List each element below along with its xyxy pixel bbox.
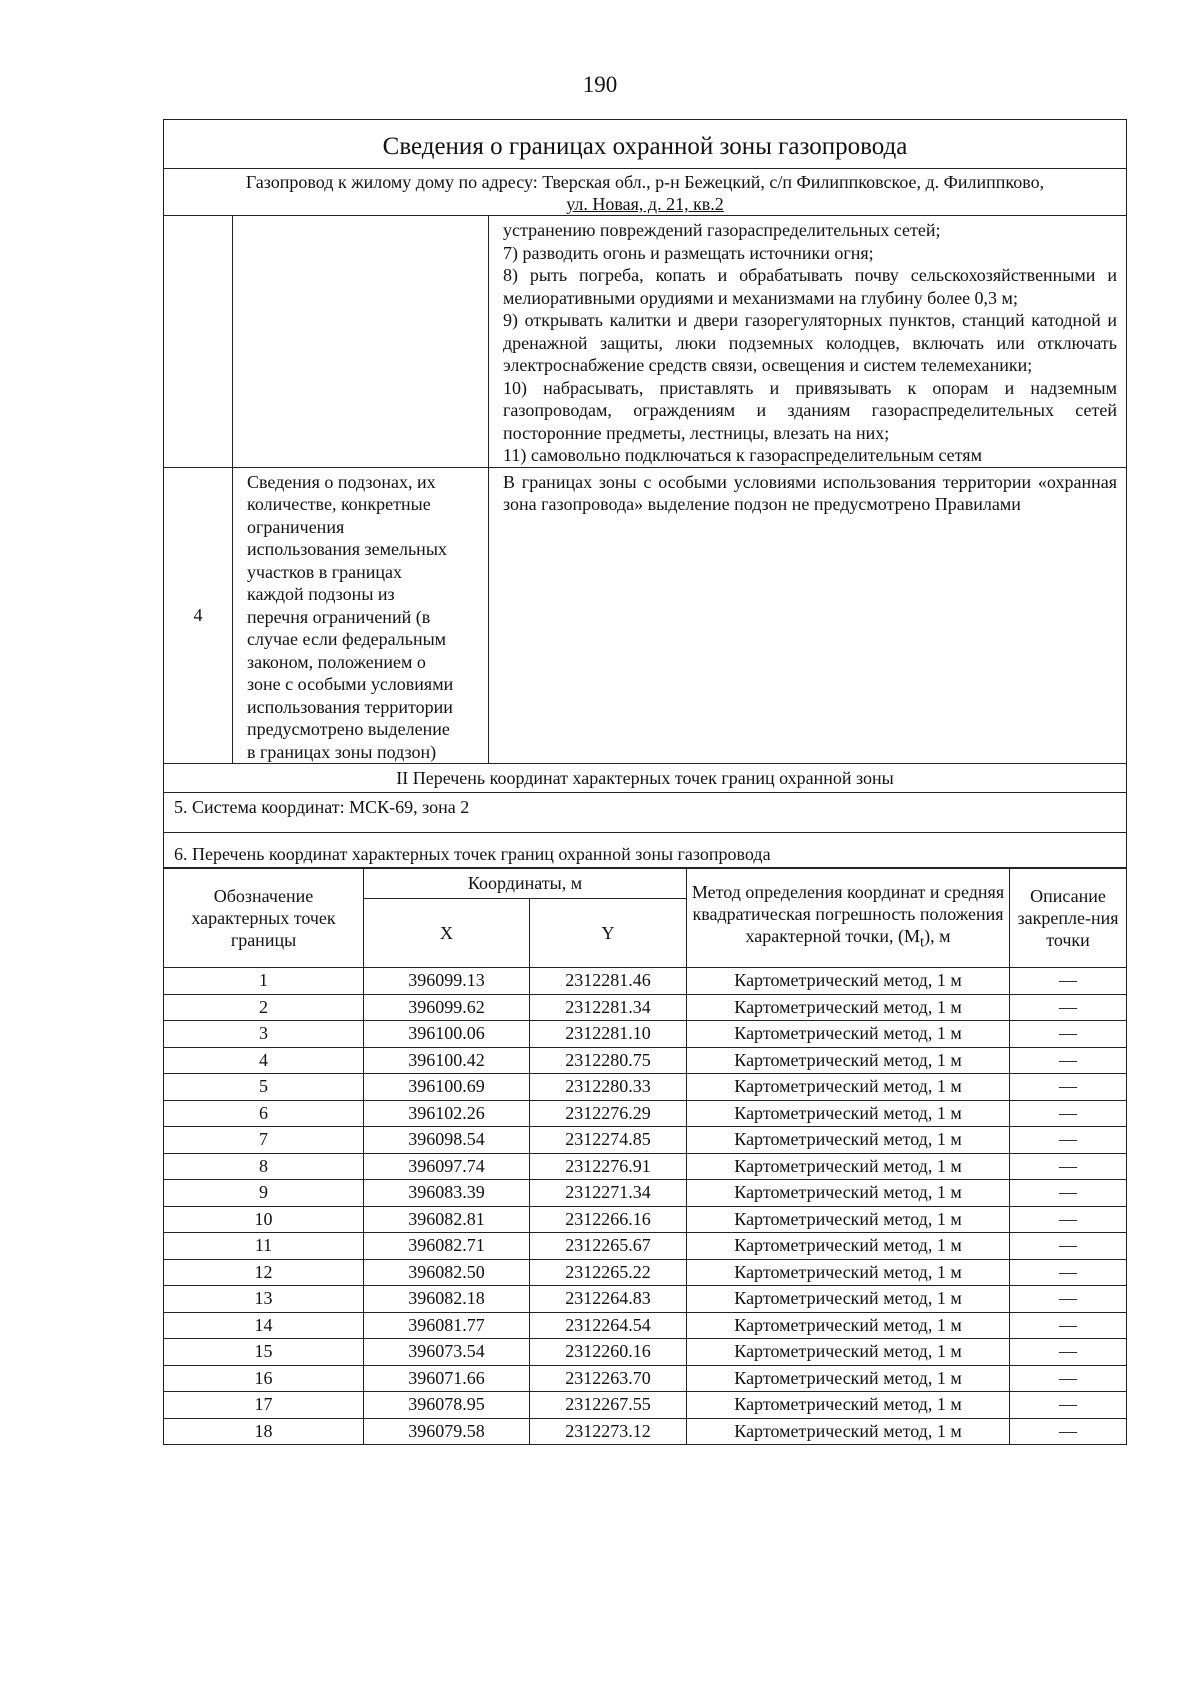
item-4-label-line: использования территории bbox=[247, 696, 453, 717]
restrictions-number-cell bbox=[164, 216, 233, 468]
point-number-cell: 7 bbox=[164, 1127, 364, 1154]
method-cell: Картометрический метод, 1 м bbox=[687, 1286, 1010, 1313]
table-row bbox=[164, 1153, 1127, 1180]
table-row bbox=[164, 1418, 1127, 1445]
method-cell: Картометрический метод, 1 м bbox=[687, 1074, 1010, 1101]
y-coordinate-cell: 2312276.29 bbox=[530, 1100, 687, 1127]
item-4-label-line: ограничения bbox=[247, 516, 345, 537]
table-row bbox=[164, 1312, 1127, 1339]
x-coordinate-cell: 396102.26 bbox=[364, 1100, 530, 1127]
object-description bbox=[164, 169, 1127, 216]
item-4-label-line: использования земельных bbox=[247, 539, 447, 559]
restriction-item: 10) набрасывать, приставлять и привязывать к опорам и надземным газопроводам, ограждениям и зданиям газораспределительных сетей посторонние предметы, лестницы, влезать на них; bbox=[503, 377, 1117, 443]
table-row bbox=[164, 1021, 1127, 1048]
y-coordinate-cell: 2312267.55 bbox=[530, 1392, 687, 1419]
description-cell: — bbox=[1010, 1127, 1127, 1154]
description-cell: — bbox=[1010, 1312, 1127, 1339]
header-method-end: ), м bbox=[924, 926, 951, 947]
method-cell: Картометрический метод, 1 м bbox=[687, 1180, 1010, 1207]
points-body bbox=[164, 968, 1127, 1445]
restriction-item: 11) самовольно подключаться к газораспределительным сетям bbox=[503, 445, 982, 465]
y-coordinate-cell: 2312263.70 bbox=[530, 1365, 687, 1392]
x-coordinate-cell: 396082.71 bbox=[364, 1233, 530, 1260]
point-number-cell: 6 bbox=[164, 1100, 364, 1127]
y-coordinate-cell: 2312280.33 bbox=[530, 1074, 687, 1101]
table-row bbox=[164, 1180, 1127, 1207]
method-cell: Картометрический метод, 1 м bbox=[687, 1418, 1010, 1445]
method-cell: Картометрический метод, 1 м bbox=[687, 1047, 1010, 1074]
restriction-item: 8) рыть погреба, копать и обрабатывать почву сельскохозяйственными и мелиоративными орудиями и механизмами на глубину более 0,3 м; bbox=[503, 265, 1117, 308]
description-cell: — bbox=[1010, 1074, 1127, 1101]
point-number-cell: 17 bbox=[164, 1392, 364, 1419]
header-method bbox=[687, 868, 1010, 968]
table-row bbox=[164, 994, 1127, 1021]
description-cell: — bbox=[1010, 968, 1127, 995]
description-cell: — bbox=[1010, 1206, 1127, 1233]
coordinates-table bbox=[163, 867, 1127, 1445]
point-number-cell: 9 bbox=[164, 1180, 364, 1207]
point-number-cell: 14 bbox=[164, 1312, 364, 1339]
item-4-label bbox=[233, 467, 489, 764]
document-title: Сведения о границах охранной зоны газопровода bbox=[164, 120, 1127, 169]
item-4-label-line: зоне с особыми условиями bbox=[247, 674, 454, 694]
header-description: Описание закрепле-ния точки bbox=[1010, 868, 1127, 968]
restrictions-label-cell bbox=[233, 216, 489, 468]
description-cell: — bbox=[1010, 1392, 1127, 1419]
x-coordinate-cell: 396071.66 bbox=[364, 1365, 530, 1392]
table-row bbox=[164, 1339, 1127, 1366]
item-4-label-line: участков в границах bbox=[247, 561, 402, 582]
y-coordinate-cell: 2312281.10 bbox=[530, 1021, 687, 1048]
x-coordinate-cell: 396073.54 bbox=[364, 1339, 530, 1366]
point-number-cell: 18 bbox=[164, 1418, 364, 1445]
method-cell: Картометрический метод, 1 м bbox=[687, 1312, 1010, 1339]
x-coordinate-cell: 396097.74 bbox=[364, 1153, 530, 1180]
description-cell: — bbox=[1010, 1180, 1127, 1207]
item-4-label-line: случае если федеральным bbox=[247, 629, 447, 649]
point-number-cell: 4 bbox=[164, 1047, 364, 1074]
table-row bbox=[164, 1259, 1127, 1286]
description-cell: — bbox=[1010, 1100, 1127, 1127]
protection-zone-sheet bbox=[163, 119, 1126, 1445]
description-cell: — bbox=[1010, 1365, 1127, 1392]
y-coordinate-cell: 2312273.12 bbox=[530, 1418, 687, 1445]
description-cell: — bbox=[1010, 1418, 1127, 1445]
header-method-sub: t bbox=[919, 934, 925, 951]
y-coordinate-cell: 2312271.34 bbox=[530, 1180, 687, 1207]
table-row bbox=[164, 1365, 1127, 1392]
y-coordinate-cell: 2312266.16 bbox=[530, 1206, 687, 1233]
method-cell: Картометрический метод, 1 м bbox=[687, 1021, 1010, 1048]
method-cell: Картометрический метод, 1 м bbox=[687, 1206, 1010, 1233]
method-cell: Картометрический метод, 1 м bbox=[687, 968, 1010, 995]
item-4-label-line: Сведения о подзонах, их bbox=[247, 471, 436, 492]
item-4-value: В границах зоны с особыми условиями использования территории «охранная зона газопровода» выделение подзон не предусмотрено Правилами bbox=[489, 467, 1127, 764]
item-4-label-line: законом, положением о bbox=[247, 651, 426, 672]
item-4-label-line: в границах зоны подзон) bbox=[247, 741, 437, 762]
x-coordinate-cell: 396078.95 bbox=[364, 1392, 530, 1419]
y-coordinate-cell: 2312276.91 bbox=[530, 1153, 687, 1180]
x-coordinate-cell: 396100.42 bbox=[364, 1047, 530, 1074]
table-row bbox=[164, 1074, 1127, 1101]
point-number-cell: 13 bbox=[164, 1286, 364, 1313]
description-cell: — bbox=[1010, 1153, 1127, 1180]
table-row bbox=[164, 1047, 1127, 1074]
method-cell: Картометрический метод, 1 м bbox=[687, 1100, 1010, 1127]
page-number: 190 bbox=[582, 72, 618, 97]
x-coordinate-cell: 396099.62 bbox=[364, 994, 530, 1021]
point-number-cell: 11 bbox=[164, 1233, 364, 1260]
x-coordinate-cell: 396099.13 bbox=[364, 968, 530, 995]
restriction-item: 7) разводить огонь и размещать источники огня; bbox=[503, 242, 874, 263]
y-coordinate-cell: 2312260.16 bbox=[530, 1339, 687, 1366]
header-coordinates: Координаты, м bbox=[364, 868, 687, 899]
coordinate-system: 5. Система координат: МСК-69, зона 2 bbox=[164, 792, 1127, 833]
method-cell: Картометрический метод, 1 м bbox=[687, 1365, 1010, 1392]
method-cell: Картометрический метод, 1 м bbox=[687, 1392, 1010, 1419]
points-list-title: 6. Перечень координат характерных точек границ охранной зоны газопровода bbox=[164, 833, 1127, 869]
y-coordinate-cell: 2312264.54 bbox=[530, 1312, 687, 1339]
table-row bbox=[164, 1392, 1127, 1419]
y-coordinate-cell: 2312264.83 bbox=[530, 1286, 687, 1313]
header-x: X bbox=[364, 899, 530, 968]
x-coordinate-cell: 396100.69 bbox=[364, 1074, 530, 1101]
x-coordinate-cell: 396082.81 bbox=[364, 1206, 530, 1233]
header-method-text: Метод определения координат и средняя квадратическая погрешность положения характерной точки, (M bbox=[691, 882, 1005, 947]
method-cell: Картометрический метод, 1 м bbox=[687, 1153, 1010, 1180]
table-row bbox=[164, 1233, 1127, 1260]
item-4-label-line: каждой подзоны из bbox=[247, 584, 395, 604]
item-4-label-line: перечня ограничений (в bbox=[247, 606, 431, 627]
point-number-cell: 8 bbox=[164, 1153, 364, 1180]
point-number-cell: 3 bbox=[164, 1021, 364, 1048]
x-coordinate-cell: 396082.18 bbox=[364, 1286, 530, 1313]
description-cell: — bbox=[1010, 1047, 1127, 1074]
description-cell: — bbox=[1010, 994, 1127, 1021]
y-coordinate-cell: 2312280.75 bbox=[530, 1047, 687, 1074]
y-coordinate-cell: 2312281.34 bbox=[530, 994, 687, 1021]
zone-info-table bbox=[163, 119, 1127, 869]
point-number-cell: 15 bbox=[164, 1339, 364, 1366]
method-cell: Картометрический метод, 1 м bbox=[687, 1339, 1010, 1366]
method-cell: Картометрический метод, 1 м bbox=[687, 994, 1010, 1021]
point-number-cell: 10 bbox=[164, 1206, 364, 1233]
method-cell: Картометрический метод, 1 м bbox=[687, 1233, 1010, 1260]
table-row bbox=[164, 1100, 1127, 1127]
item-4-label-line: количестве, конкретные bbox=[247, 494, 431, 514]
description-cell: — bbox=[1010, 1021, 1127, 1048]
x-coordinate-cell: 396100.06 bbox=[364, 1021, 530, 1048]
method-cell: Картометрический метод, 1 м bbox=[687, 1127, 1010, 1154]
item-4-label-line: предусмотрено выделение bbox=[247, 719, 450, 739]
table-row bbox=[164, 1127, 1127, 1154]
restriction-item: 9) открывать калитки и двери газорегуляторных пунктов, станций катодной и дренажной защиты, люки подземных колодцев, включать или отключать электроснабжение средств связи, освещения и систем телемеханики; bbox=[503, 310, 1117, 375]
description-cell: — bbox=[1010, 1233, 1127, 1260]
table-row bbox=[164, 1206, 1127, 1233]
point-number-cell: 5 bbox=[164, 1074, 364, 1101]
description-cell: — bbox=[1010, 1286, 1127, 1313]
x-coordinate-cell: 396079.58 bbox=[364, 1418, 530, 1445]
point-number-cell: 16 bbox=[164, 1365, 364, 1392]
table-row bbox=[164, 1286, 1127, 1313]
item-4-number: 4 bbox=[164, 467, 233, 764]
restrictions-list bbox=[489, 216, 1127, 468]
point-number-cell: 12 bbox=[164, 1259, 364, 1286]
method-cell: Картометрический метод, 1 м bbox=[687, 1259, 1010, 1286]
y-coordinate-cell: 2312265.67 bbox=[530, 1233, 687, 1260]
description-cell: — bbox=[1010, 1339, 1127, 1366]
x-coordinate-cell: 396081.77 bbox=[364, 1312, 530, 1339]
restriction-item: устранению повреждений газораспределительных сетей; bbox=[503, 220, 941, 240]
header-point: Обозначение характерных точек границы bbox=[164, 868, 364, 968]
x-coordinate-cell: 396083.39 bbox=[364, 1180, 530, 1207]
description-cell: — bbox=[1010, 1259, 1127, 1286]
object-line-2: ул. Новая, д. 21, кв.2 bbox=[566, 194, 724, 214]
object-line-1: Газопровод к жилому дому по адресу: Тверская обл., р-н Бежецкий, с/п Филиппковское, д. Филиппково, bbox=[245, 172, 1045, 192]
y-coordinate-cell: 2312265.22 bbox=[530, 1259, 687, 1286]
y-coordinate-cell: 2312274.85 bbox=[530, 1127, 687, 1154]
header-y: Y bbox=[530, 899, 687, 968]
y-coordinate-cell: 2312281.46 bbox=[530, 968, 687, 995]
point-number-cell: 2 bbox=[164, 994, 364, 1021]
table-row bbox=[164, 968, 1127, 995]
x-coordinate-cell: 396098.54 bbox=[364, 1127, 530, 1154]
point-number-cell: 1 bbox=[164, 968, 364, 995]
section-2-title: II Перечень координат характерных точек границ охранной зоны bbox=[164, 764, 1127, 793]
x-coordinate-cell: 396082.50 bbox=[364, 1259, 530, 1286]
